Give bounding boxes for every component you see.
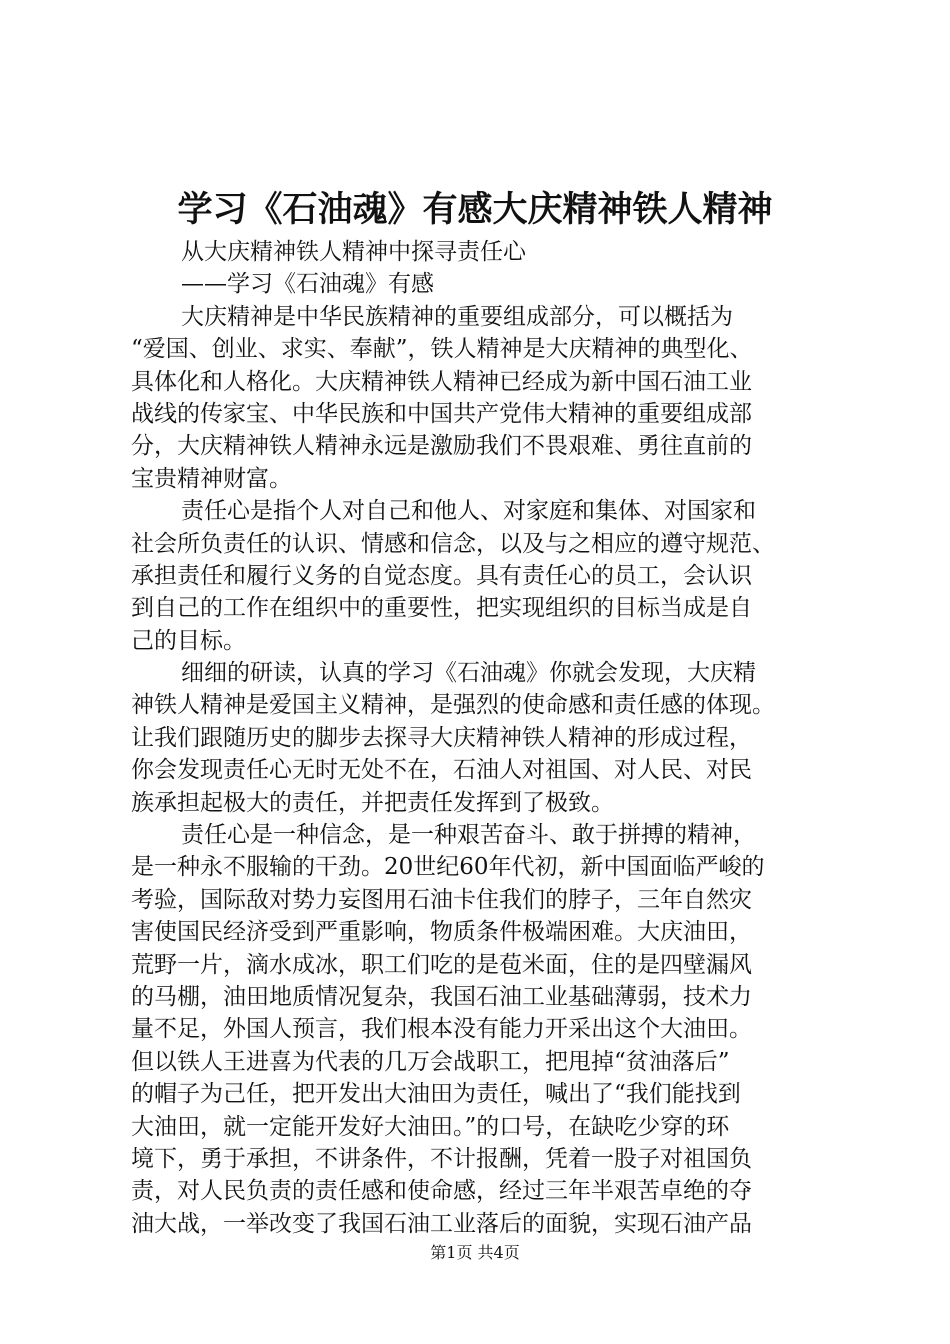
- paragraph-line: 具体化和人格化。大庆精神铁人精神已经成为新中国石油工业: [131, 368, 752, 395]
- paragraph-line: 大庆精神是中华民族精神的重要组成部分，可以概括为: [181, 303, 733, 330]
- paragraph-line: 责任心是指个人对自己和他人、对家庭和集体、对国家和: [181, 498, 756, 525]
- paragraph-line: 宝贵精神财富。: [131, 465, 292, 492]
- paragraph-line: 但以铁人王进喜为代表的几万会战职工，把甩掉“贫油落后”: [131, 1048, 730, 1075]
- paragraph: [131, 819, 841, 1240]
- paragraph-line: 到自己的工作在组织中的重要性，把实现组织的目标当成是自: [131, 595, 752, 622]
- paragraph-line: 细细的研读，认真的学习《石油魂》你就会发现，大庆精: [181, 660, 756, 687]
- paragraph-line: 战线的传家宝、中华民族和中国共产党伟大精神的重要组成部: [131, 400, 752, 427]
- paragraph-line: 己的目标。: [131, 627, 246, 654]
- paragraph-line: 的马棚，油田地质情况复杂，我国石油工业基础薄弱，技术力: [131, 983, 752, 1010]
- paragraph-line: 量不足，外国人预言，我们根本没有能力开采出这个大油田。: [131, 1016, 752, 1043]
- paragraph-line: 害使国民经济受到严重影响，物质条件极端困难。大庆油田，: [131, 919, 752, 946]
- page-footer: 第1页 共4页: [430, 1243, 520, 1262]
- paragraph-line: 族承担起极大的责任，并把责任发挥到了极致。: [131, 789, 614, 816]
- paragraph-line: “爱国、创业、求实、奉献”，铁人精神是大庆精神的典型化、: [131, 336, 753, 363]
- paragraph-line: 你会发现责任心无时无处不在，石油人对祖国、对人民、对民: [131, 757, 752, 784]
- paragraph-line: 社会所负责任的认识、情感和信念，以及与之相应的遵守规范、: [131, 530, 775, 557]
- paragraph-line: 神铁人精神是爱国主义精神，是强烈的使命感和责任感的体现。: [131, 692, 775, 719]
- document-title: 学习《石油魂》有感大庆精神铁人精神: [177, 189, 773, 230]
- subtitle-line: 从大庆精神铁人精神中探寻责任心: [181, 239, 526, 265]
- paragraph-line: 让我们跟随历史的脚步去探寻大庆精神铁人精神的形成过程，: [131, 724, 752, 751]
- paragraph: [131, 301, 841, 495]
- paragraph-line: 的帽子为己任，把开发出大油田为责任，喊出了“我们能找到: [131, 1081, 741, 1108]
- paragraph-line: 油大战，一举改变了我国石油工业落后的面貌，实现石油产品: [131, 1210, 752, 1237]
- paragraph-line: 承担责任和履行义务的自觉态度。具有责任心的员工，会认识: [131, 562, 752, 589]
- paragraph-line: 责，对人民负责的责任感和使命感，经过三年半艰苦卓绝的夺: [131, 1178, 752, 1205]
- paragraph-line: 境下，勇于承担，不讲条件，不计报酬，凭着一股子对祖国负: [131, 1145, 752, 1172]
- paragraph: [131, 657, 841, 819]
- paragraph-line: 荒野一片，滴水成冰，职工们吃的是苞米面，住的是四壁漏风: [131, 951, 752, 978]
- paragraph-line: 分，大庆精神铁人精神永远是激励我们不畏艰难、勇往直前的: [131, 433, 752, 460]
- paragraph-line: 是一种永不服输的干劲。20世纪60年代初，新中国面临严峻的: [131, 854, 765, 881]
- subtitle-line: ——学习《石油魂》有感: [181, 271, 434, 298]
- paragraph-line: 大油田，就一定能开发好大油田。”的口号，在缺吃少穿的环: [131, 1113, 730, 1140]
- paragraph-line: 考验，国际敌对势力妄图用石油卡住我们的脖子，三年自然灾: [131, 886, 752, 913]
- document-body: [131, 236, 841, 1240]
- paragraph: [131, 495, 841, 657]
- paragraph-line: 责任心是一种信念，是一种艰苦奋斗、敢于拼搏的精神，: [181, 822, 756, 849]
